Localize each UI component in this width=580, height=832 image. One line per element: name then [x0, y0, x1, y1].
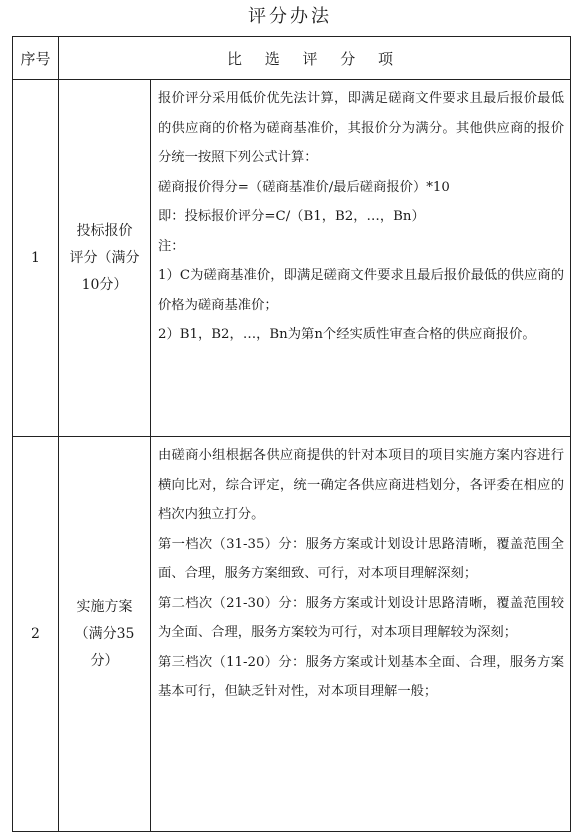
criteria-paragraph: 第三档次（11-20）分：服务方案或计划基本全面、合理，服务方案基本可行，但缺乏针对性，对本项目理解一般；: [158, 654, 565, 699]
row-number: 1: [13, 80, 59, 437]
table-row: [13, 437, 571, 832]
row-item-name: [59, 437, 151, 832]
criteria-paragraph: 磋商报价得分=（磋商基准价/最后磋商报价）*10: [158, 179, 450, 195]
table-row: [13, 80, 571, 437]
table-header-row: [13, 37, 571, 80]
criteria-paragraph: 由磋商小组根据各供应商提供的针对本项目的项目实施方案内容进行横向比对，综合评定，统一确定各供应商进档划分，各评委在相应的档次内独立打分。: [158, 448, 565, 522]
item-name-line: （满分35: [74, 625, 135, 642]
criteria-paragraph: 第一档次（31-35）分：服务方案或计划设计思路清晰，覆盖范围全面、合理，服务方案细致、可行，对本项目理解深刻；: [158, 536, 565, 581]
row-number: 2: [13, 437, 59, 832]
scoring-table: [12, 36, 571, 832]
row-criteria: [151, 80, 571, 437]
header-no: 序号: [13, 37, 59, 80]
criteria-paragraph: 注：: [158, 238, 185, 254]
item-name-line: 实施方案: [76, 598, 133, 615]
criteria-paragraph: 2）B1，B2，…，Bn为第n个经实质性审查合格的供应商报价。: [158, 327, 536, 342]
item-name-line: 投标报价: [76, 222, 133, 239]
row-criteria: [151, 437, 571, 832]
item-name-line: 分）: [90, 652, 119, 669]
item-name-line: 10分）: [81, 276, 128, 293]
criteria-paragraph: 即：投标报价评分=C/（B1，B2，…，Bn）: [158, 209, 425, 224]
row-item-name: [59, 80, 151, 437]
page-title: 评分办法: [248, 6, 332, 27]
header-item: 比 选 评 分 项: [59, 37, 571, 80]
criteria-paragraph: 报价评分采用低价优先法计算，即满足磋商文件要求且最后报价最低的供应商的价格为磋商基准价，其报价分为满分。其他供应商的报价分统一按照下列公式计算：: [158, 91, 565, 165]
criteria-paragraph: 第二档次（21-30）分：服务方案或计划设计思路清晰，覆盖范围较为全面、合理，服务方案较为可行，对本项目理解较为深刻；: [158, 595, 565, 640]
item-name-line: 评分（满分: [69, 249, 140, 266]
criteria-paragraph: 1）C为磋商基准价，即满足磋商文件要求且最后报价最低的供应商的价格为磋商基准价；: [158, 268, 565, 313]
